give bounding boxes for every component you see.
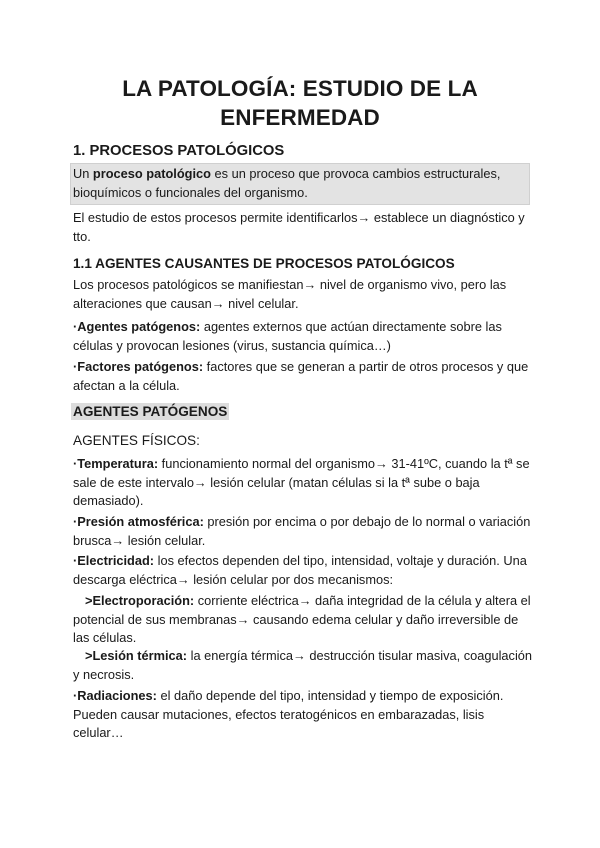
electroporacion-item: >Electroporación: corriente eléctrica→ daña integridad de la célula y altera el potencial de sus membranas→ causando edema celular y daño irreversible de las células. xyxy=(73,593,531,646)
definition-paragraph: Un proceso patológico es un proceso que provoca cambios estructurales, bioquímicos o funcionales del organismo. xyxy=(73,166,501,200)
presion-item: ·Presión atmosférica: presión por encima o por debajo de lo normal o variación brusca→ lesión celular. xyxy=(73,514,531,548)
electricidad-item: ·Electricidad: los efectos dependen del tipo, intensidad, voltaje y duración. Una descarga eléctrica→ lesión celular por dos mecanismos: xyxy=(73,553,527,587)
section-1-1-heading: 1.1 AGENTES CAUSANTES DE PROCESOS PATOLÓGICOS xyxy=(73,256,455,271)
agentes-patogenos-heading: AGENTES PATÓGENOS xyxy=(73,404,228,419)
lesion-termica-item: >Lesión térmica: la energía térmica→ destrucción tisular masiva, coagulación y necrosis. xyxy=(73,648,533,682)
page-title: LA PATOLOGÍA: ESTUDIO DE LA ENFERMEDAD xyxy=(122,76,478,130)
factores-patogenos-item: ·Factores patógenos: factores que se generan a partir de otros procesos y que afectan a la célula. xyxy=(73,359,529,393)
study-paragraph: El estudio de estos procesos permite identificarlos→ establece un diagnóstico y tto. xyxy=(73,210,525,244)
radiaciones-item: ·Radiaciones: el daño depende del tipo, intensidad y tiempo de exposición. Pueden causar mutaciones, efectos teratogénicos en embarazadas, lisis celular… xyxy=(73,688,504,741)
agentes-patogenos-item: ·Agentes patógenos: agentes externos que actúan directamente sobre las células y provocan lesiones (virus, sustancia química…) xyxy=(73,319,502,353)
definition-term: proceso patológico xyxy=(92,166,211,181)
section-1-heading: 1. PROCESOS PATOLÓGICOS xyxy=(73,143,285,159)
agentes-fisicos-subheading: AGENTES FÍSICOS: xyxy=(73,433,200,448)
temperatura-item: ·Temperatura: funcionamiento normal del organismo→ 31-41ºC, cuando la tª se sale de este intervalo→ lesión celular (matan células si la tª sube o baja demasiado). xyxy=(73,456,530,509)
processes-paragraph: Los procesos patológicos se manifiestan→ nivel de organismo vivo, pero las alteraciones que causan→ nivel celular. xyxy=(73,277,507,311)
